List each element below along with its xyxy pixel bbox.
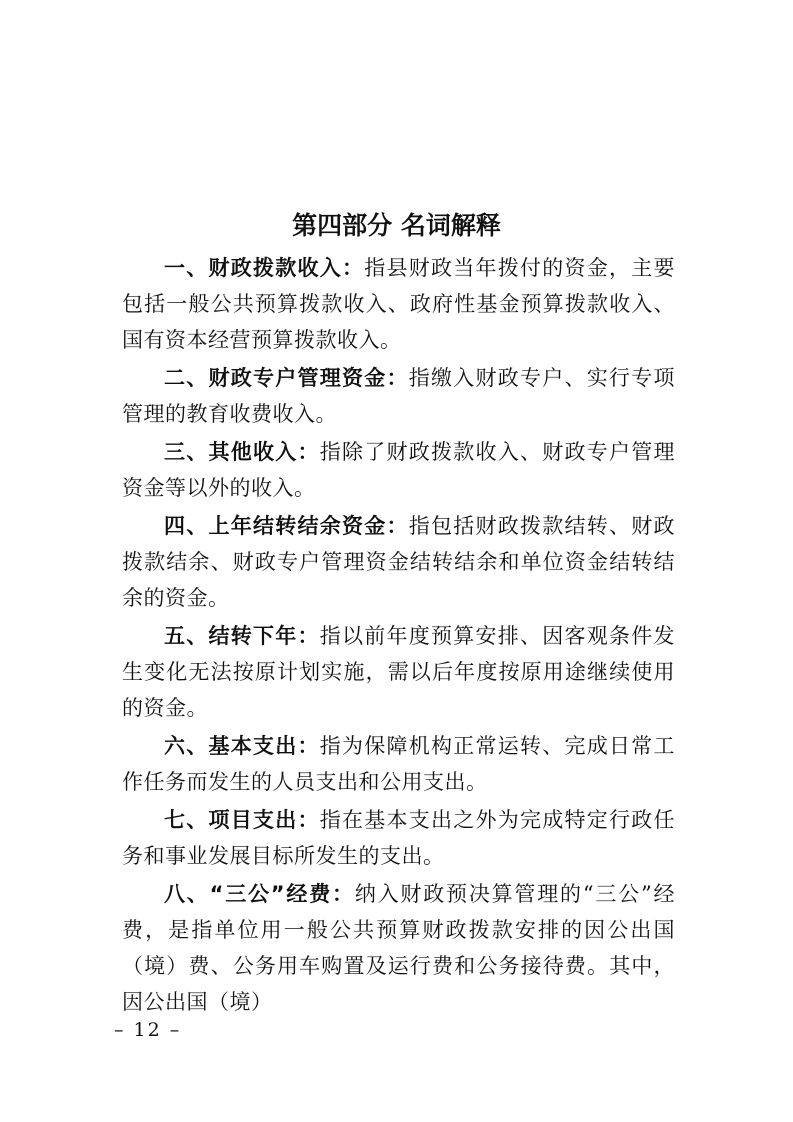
term-label: 二、财政专户管理资金：	[164, 366, 409, 390]
definition-paragraph	[122, 876, 675, 1020]
term-label: 一、财政拨款收入：	[164, 256, 365, 280]
definition-text: 指县财政当年拨付的资金，主要包括一般公共预算拨款收入、政府性基金预算拨款收入、国有资本经营预算拨款收入。	[122, 256, 675, 352]
term-label: 三、其他收入：	[164, 440, 320, 464]
term-label: 六、基本支出：	[164, 734, 320, 758]
page-number: – 12 –	[114, 1019, 182, 1041]
definition-text: 指除了财政拨款收入、财政专户管理资金等以外的收入。	[122, 440, 675, 500]
definition-paragraph	[122, 802, 675, 874]
definition-paragraph	[122, 250, 675, 358]
document-body	[122, 250, 675, 1022]
term-label: 五、结转下年：	[164, 624, 320, 648]
definition-text: 指包括财政拨款结转、财政拨款结余、财政专户管理资金结转结余和单位资金结转结余的资金。	[122, 514, 675, 610]
definition-paragraph	[122, 618, 675, 726]
term-label: 七、项目支出：	[164, 808, 320, 832]
definition-paragraph	[122, 360, 675, 432]
definition-paragraph	[122, 434, 675, 506]
definition-text: 指以前年度预算安排、因客观条件发生变化无法按原计划实施，需以后年度按原用途继续使用的资金。	[122, 624, 675, 720]
definition-paragraph	[122, 508, 675, 616]
definition-text: 指为保障机构正常运转、完成日常工作任务而发生的人员支出和公用支出。	[122, 734, 675, 794]
definition-text: 纳入财政预决算管理的“三公”经费，是指单位用一般公共预算财政拨款安排的因公出国（境）费、公务用车购置及运行费和公务接待费。其中，因公出国（境）	[122, 882, 675, 1014]
term-label: 四、上年结转结余资金：	[164, 514, 409, 538]
definition-paragraph	[122, 728, 675, 800]
page-title: 第四部分 名词解释	[292, 211, 501, 240]
term-label: 八、“三公”经费：	[164, 882, 355, 906]
definition-text: 指在基本支出之外为完成特定行政任务和事业发展目标所发生的支出。	[122, 808, 675, 868]
definition-text: 指缴入财政专户、实行专项管理的教育收费收入。	[122, 366, 675, 426]
